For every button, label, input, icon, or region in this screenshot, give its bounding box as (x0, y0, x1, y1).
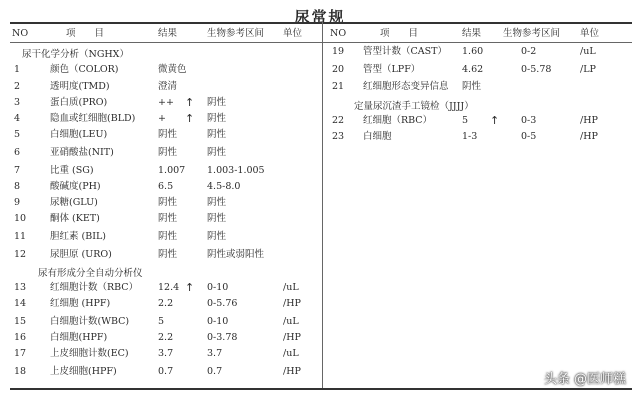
row-no: 21 (332, 81, 345, 92)
row-ref: 0-3 (521, 115, 537, 126)
row-no: 10 (14, 213, 27, 224)
row-item: 酮体 (KET) (50, 213, 100, 224)
row-no: 9 (14, 197, 21, 208)
row-item: 白细胞计数(WBC) (50, 316, 130, 327)
row-unit: /uL (580, 46, 596, 57)
row-result: 1.60 (462, 46, 484, 57)
row-no: 23 (332, 131, 345, 142)
row-ref: 阴性 (207, 147, 227, 158)
row-result: 6.5 (158, 181, 174, 192)
row-result: 1-3 (462, 131, 478, 142)
row-item: 上皮细胞计数(EC) (50, 348, 129, 359)
row-item: 白细胞 (363, 131, 392, 142)
row-unit: /HP (580, 131, 598, 142)
row-unit: /LP (580, 64, 596, 75)
row-unit: /uL (283, 316, 299, 327)
row-result: 阴性 (158, 213, 178, 224)
row-ref: 0-3.78 (207, 332, 238, 343)
row-result: 1.007 (158, 165, 186, 176)
row-ref: 1.003-1.005 (207, 165, 265, 176)
row-unit: /HP (283, 332, 301, 343)
up-arrow-icon: ↑ (185, 112, 195, 125)
row-result: 2.2 (158, 298, 174, 309)
row-result: 阴性 (158, 147, 178, 158)
row-ref: 阴性 (207, 213, 227, 224)
row-no: 18 (14, 366, 27, 377)
row-no: 2 (14, 81, 21, 92)
row-result: 微黄色 (158, 64, 187, 75)
row-item: 尿胆原 (URO) (50, 249, 112, 260)
row-result: 5 (462, 115, 469, 126)
row-item: 胆红素 (BIL) (50, 231, 106, 242)
section-micro: 定量尿沉渣手工镜检（JJJJ） (354, 101, 474, 112)
header-rule (10, 42, 632, 43)
row-result: 3.7 (158, 348, 174, 359)
header-unit-left: 单位 (283, 28, 303, 39)
row-item: 白细胞(HPF) (50, 332, 108, 343)
header-item-right: 项 目 (380, 28, 419, 39)
bottom-rule (10, 388, 632, 390)
report-title: 尿常规 (294, 8, 346, 26)
row-item: 颜色（COLOR) (50, 64, 119, 75)
row-ref: 阴性 (207, 231, 227, 242)
row-item: 上皮细胞(HPF) (50, 366, 117, 377)
header-no-left: NO (12, 28, 29, 39)
row-ref: 0-5.76 (207, 298, 238, 309)
row-item: 管型计数（CAST） (363, 46, 447, 57)
row-ref: 0-5 (521, 131, 537, 142)
row-item: 比重 (SG) (50, 165, 94, 176)
row-ref: 阴性 (207, 197, 227, 208)
row-item: 白细胞(LEU) (50, 129, 108, 140)
top-rule (10, 22, 632, 24)
row-result: 阴性 (158, 129, 178, 140)
row-result: 2.2 (158, 332, 174, 343)
up-arrow-icon: ↑ (185, 96, 195, 109)
row-ref: 0-2 (521, 46, 537, 57)
row-no: 20 (332, 64, 345, 75)
row-no: 6 (14, 147, 21, 158)
row-no: 5 (14, 129, 21, 140)
row-ref: 3.7 (207, 348, 223, 359)
row-no: 4 (14, 113, 21, 124)
row-no: 15 (14, 316, 27, 327)
row-no: 7 (14, 165, 21, 176)
row-ref: 0.7 (207, 366, 223, 377)
row-ref: 阴性 (207, 97, 227, 108)
watermark: 头条 @医师糕 (543, 372, 626, 387)
row-ref: 阴性 (207, 113, 227, 124)
row-unit: /uL (283, 282, 299, 293)
row-result: ++ (158, 97, 174, 108)
row-item: 红细胞形态变异信息 (363, 81, 449, 92)
row-result: 澄清 (158, 81, 178, 92)
row-result: 阴性 (158, 249, 178, 260)
row-item: 蛋白质(PRO) (50, 97, 108, 108)
row-no: 22 (332, 115, 345, 126)
row-result: + (158, 113, 166, 124)
row-result: 阴性 (462, 81, 482, 92)
row-no: 17 (14, 348, 27, 359)
row-item: 管型（LPF） (363, 64, 421, 75)
row-result: 12.4 (158, 282, 180, 293)
row-result: 5 (158, 316, 165, 327)
row-no: 8 (14, 181, 21, 192)
row-result: 阴性 (158, 231, 178, 242)
row-no: 16 (14, 332, 27, 343)
row-no: 1 (14, 64, 21, 75)
row-no: 14 (14, 298, 27, 309)
header-result-right: 结果 (462, 28, 482, 39)
row-no: 3 (14, 97, 21, 108)
header-result-left: 结果 (158, 28, 178, 39)
row-item: 酸碱度(PH) (50, 181, 101, 192)
header-no-right: NO (330, 28, 347, 39)
row-result: 阴性 (158, 197, 178, 208)
row-unit: /HP (283, 298, 301, 309)
row-ref: 0-5.78 (521, 64, 552, 75)
header-ref-right: 生物参考区间 (503, 28, 561, 39)
row-ref: 阴性 (207, 129, 227, 140)
header-ref-left: 生物参考区间 (207, 28, 265, 39)
row-item: 透明度(TMD) (50, 81, 110, 92)
section-chem: 尿干化学分析（NGHX） (22, 49, 129, 60)
row-item: 红细胞（RBC） (363, 115, 433, 126)
row-ref: 0-10 (207, 316, 229, 327)
column-divider (322, 22, 323, 388)
row-ref: 4.5-8.0 (207, 181, 241, 192)
row-item: 红细胞 (HPF) (50, 298, 111, 309)
row-no: 12 (14, 249, 27, 260)
section-sediment: 尿有形成分全自动分析仪 (38, 268, 143, 279)
row-unit: /uL (283, 348, 299, 359)
row-no: 11 (14, 231, 27, 242)
row-ref: 阴性或弱阳性 (207, 249, 265, 260)
header-item-left: 项 目 (66, 28, 105, 39)
row-no: 19 (332, 46, 345, 57)
row-unit: /HP (283, 366, 301, 377)
row-result: 0.7 (158, 366, 174, 377)
row-unit: /HP (580, 115, 598, 126)
row-item: 隐血或红细胞(BLD) (50, 113, 136, 124)
row-item: 红细胞计数（RBC） (50, 282, 139, 293)
row-no: 13 (14, 282, 27, 293)
row-item: 尿糖(GLU) (50, 197, 98, 208)
up-arrow-icon: ↑ (490, 114, 500, 127)
up-arrow-icon: ↑ (185, 281, 195, 294)
row-item: 亚硝酸盐(NIT) (50, 147, 114, 158)
row-result: 4.62 (462, 64, 484, 75)
row-ref: 0-10 (207, 282, 229, 293)
header-unit-right: 单位 (580, 28, 600, 39)
